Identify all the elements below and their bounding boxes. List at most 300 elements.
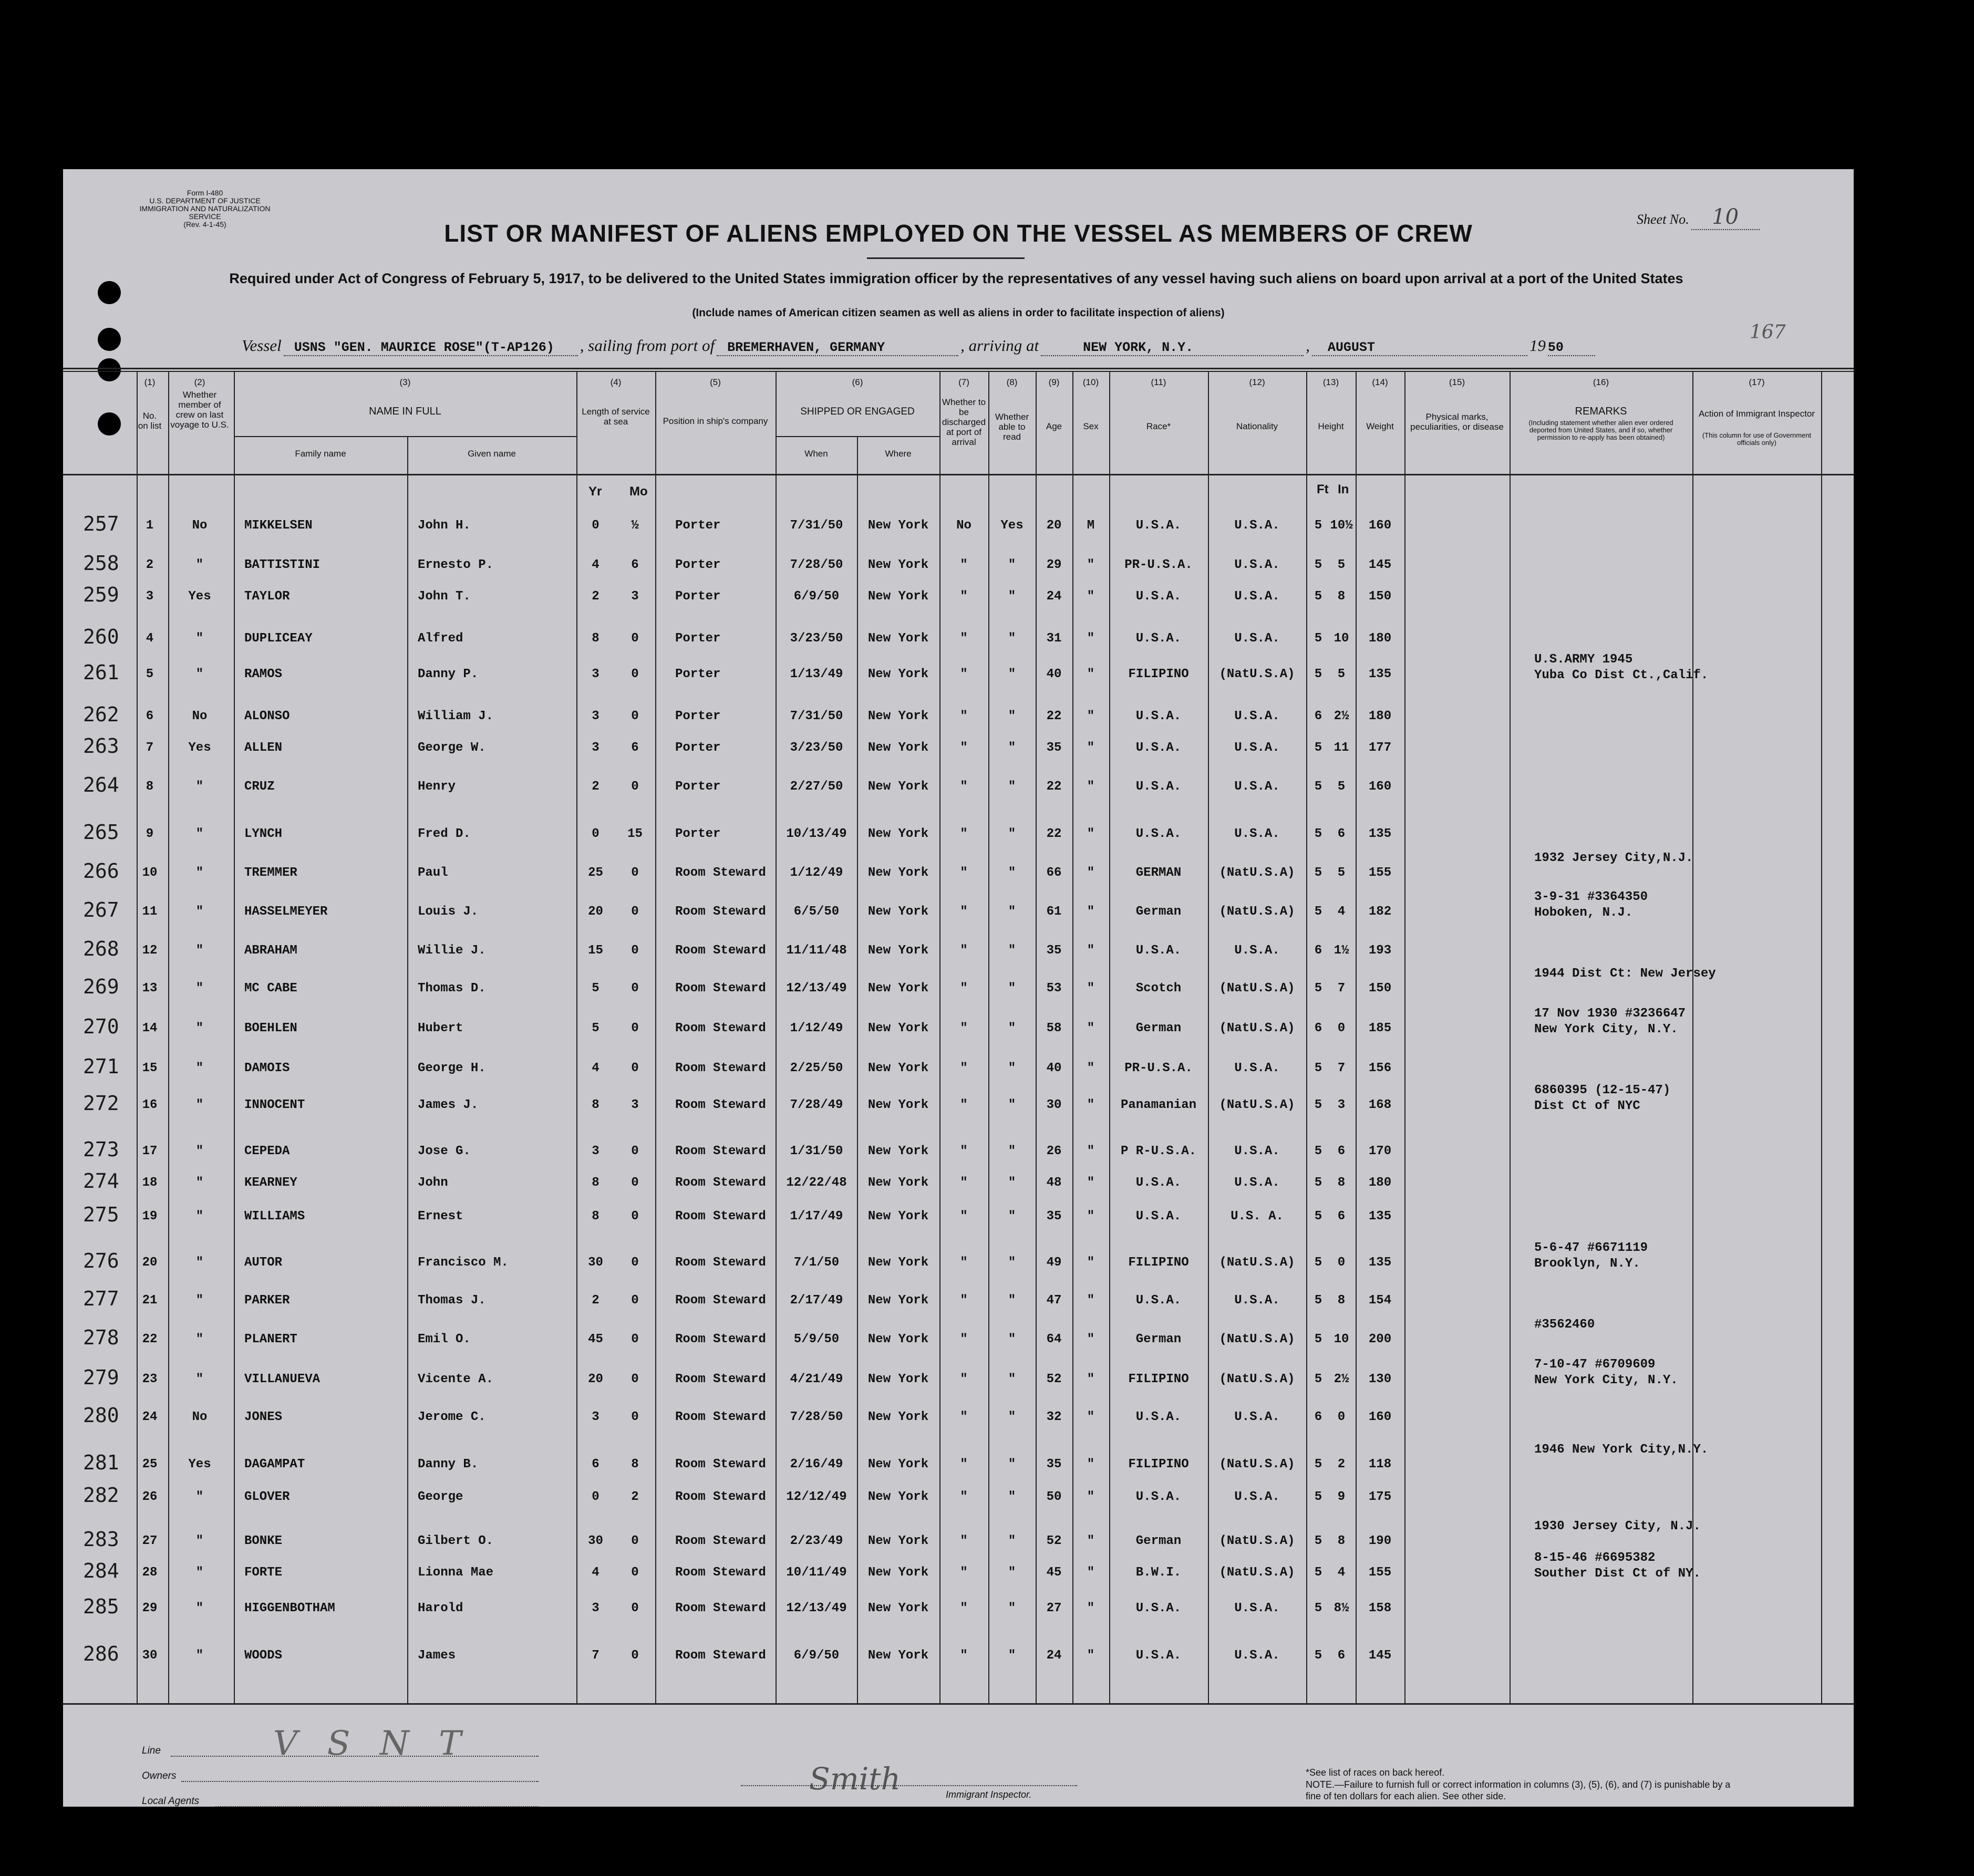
position: Room Steward bbox=[675, 1061, 766, 1075]
sheet-number-value: 10 bbox=[1691, 205, 1760, 230]
age: 49 bbox=[1046, 1256, 1062, 1270]
punch-hole bbox=[98, 412, 121, 436]
family-name: BATTISTINI bbox=[244, 558, 321, 572]
age: 53 bbox=[1046, 981, 1062, 996]
list-line-number: 266 bbox=[83, 859, 119, 883]
nationality: (NatU.S.A) bbox=[1219, 1372, 1295, 1386]
discharged: " bbox=[960, 866, 968, 880]
remarks-line-1: 1930 Jersey City, N.J. bbox=[1534, 1519, 1701, 1533]
service-months: 0 bbox=[631, 1293, 639, 1308]
list-line-number: 283 bbox=[83, 1528, 119, 1551]
colnum-14: (14) bbox=[1372, 377, 1388, 387]
last-voyage: " bbox=[195, 866, 204, 880]
given-name: Danny B. bbox=[418, 1457, 479, 1471]
race: U.S.A. bbox=[1135, 780, 1182, 794]
position: Room Steward bbox=[675, 1534, 766, 1548]
family-name: PARKER bbox=[244, 1293, 290, 1308]
height-inches: 9 bbox=[1337, 1490, 1346, 1504]
family-name: TREMMER bbox=[244, 866, 297, 880]
able-to-read: Yes bbox=[1000, 519, 1024, 533]
shipped-where: New York bbox=[867, 1410, 929, 1424]
age: 66 bbox=[1046, 866, 1062, 880]
height-feet: 5 bbox=[1314, 981, 1322, 996]
position: Room Steward bbox=[675, 1410, 766, 1424]
given-name: John bbox=[418, 1176, 448, 1190]
discharged: " bbox=[960, 1649, 968, 1663]
weight: 135 bbox=[1368, 667, 1392, 681]
discharged: " bbox=[960, 1209, 968, 1224]
colnum-4: (4) bbox=[610, 377, 622, 387]
race: PR-U.S.A. bbox=[1124, 558, 1193, 572]
row-number: 23 bbox=[142, 1372, 158, 1386]
shipped-when: 5/9/50 bbox=[793, 1332, 840, 1346]
shipped-where: New York bbox=[867, 827, 929, 841]
column-rule bbox=[234, 371, 235, 1703]
service-years: 2 bbox=[592, 1293, 600, 1308]
colnum-10: (10) bbox=[1082, 377, 1099, 387]
height-feet: 5 bbox=[1314, 1332, 1322, 1346]
given-name: Danny P. bbox=[418, 667, 479, 681]
race: U.S.A. bbox=[1135, 944, 1182, 958]
last-voyage: " bbox=[195, 981, 204, 996]
weight: 155 bbox=[1368, 866, 1392, 880]
able-to-read: " bbox=[1008, 1332, 1016, 1346]
sex: " bbox=[1087, 1601, 1095, 1615]
service-years: 8 bbox=[592, 1176, 600, 1190]
row-number: 9 bbox=[146, 827, 154, 841]
sex: " bbox=[1087, 1490, 1095, 1504]
nationality: U.S.A. bbox=[1234, 944, 1280, 958]
remarks-line-1: 1932 Jersey City,N.J. bbox=[1534, 851, 1693, 865]
service-months: 2 bbox=[631, 1490, 639, 1504]
weight: 177 bbox=[1368, 741, 1392, 755]
list-line-number: 271 bbox=[83, 1055, 119, 1078]
last-voyage: Yes bbox=[188, 1457, 211, 1471]
nationality: U.S.A. bbox=[1234, 709, 1280, 723]
race: FILIPINO bbox=[1128, 1457, 1189, 1471]
age: 45 bbox=[1046, 1566, 1062, 1580]
remarks-line-1: #3562460 bbox=[1534, 1318, 1595, 1332]
owners-label: Owners bbox=[142, 1770, 177, 1781]
row-number: 30 bbox=[142, 1649, 158, 1663]
nationality: U.S.A. bbox=[1234, 631, 1280, 646]
inspector-signature-line bbox=[741, 1785, 1077, 1786]
service: IMMIGRATION AND NATURALIZATION SERVICE bbox=[139, 204, 271, 221]
list-line-number: 262 bbox=[83, 703, 119, 726]
colnum-16: (16) bbox=[1593, 377, 1609, 387]
shipped-when: 6/9/50 bbox=[793, 1649, 840, 1663]
service-months: 0 bbox=[631, 1021, 639, 1035]
nationality: (NatU.S.A) bbox=[1219, 1332, 1295, 1346]
service-months: 6 bbox=[631, 741, 639, 755]
header-sex: Sex bbox=[1083, 421, 1099, 431]
height-feet: 6 bbox=[1314, 1410, 1322, 1424]
remarks-line-2: Brooklyn, N.Y. bbox=[1534, 1257, 1640, 1271]
height-inches: 8 bbox=[1337, 1534, 1346, 1548]
discharged: No bbox=[956, 519, 972, 533]
family-name: RAMOS bbox=[244, 667, 283, 681]
able-to-read: " bbox=[1008, 1061, 1016, 1075]
position: Room Steward bbox=[675, 905, 766, 919]
family-name: DAGAMPAT bbox=[244, 1457, 305, 1471]
shipped-where: New York bbox=[867, 944, 929, 958]
service-months: 15 bbox=[627, 827, 643, 841]
nationality: (NatU.S.A) bbox=[1219, 1566, 1295, 1580]
race: German bbox=[1135, 1534, 1182, 1548]
able-to-read: " bbox=[1008, 827, 1016, 841]
colnum-8: (8) bbox=[1006, 377, 1018, 387]
service-months: 0 bbox=[631, 1566, 639, 1580]
discharged: " bbox=[960, 558, 968, 572]
shipped-when: 1/31/50 bbox=[790, 1144, 843, 1158]
service-years: 25 bbox=[588, 866, 603, 880]
able-to-read: " bbox=[1008, 1256, 1016, 1270]
sex: " bbox=[1087, 1410, 1095, 1424]
colnum-15: (15) bbox=[1449, 377, 1465, 387]
height-feet: 5 bbox=[1314, 1209, 1322, 1224]
list-line-number: 258 bbox=[83, 552, 119, 575]
position: Porter bbox=[675, 519, 721, 533]
age: 35 bbox=[1046, 1209, 1062, 1224]
nationality: U.S.A. bbox=[1234, 741, 1280, 755]
age: 61 bbox=[1046, 905, 1062, 919]
column-rule bbox=[776, 371, 777, 1703]
height-inches: 10½ bbox=[1330, 519, 1353, 533]
family-name: ALLEN bbox=[244, 741, 283, 755]
header-remarks-note: (Including statement whether alien ever ordered deported from United States, and if so, whether permission to re-apply has been obtained) bbox=[1528, 419, 1673, 441]
shipped-where: New York bbox=[867, 1021, 929, 1035]
service-years: 2 bbox=[592, 780, 600, 794]
age: 52 bbox=[1046, 1372, 1062, 1386]
discharged: " bbox=[960, 1490, 968, 1504]
given-name: Fred D. bbox=[418, 827, 471, 841]
service-years: 15 bbox=[588, 944, 603, 958]
weight: 175 bbox=[1368, 1490, 1392, 1504]
age: 52 bbox=[1046, 1534, 1062, 1548]
race: U.S.A. bbox=[1135, 1601, 1182, 1615]
height-feet: 5 bbox=[1314, 519, 1322, 533]
service-years: 4 bbox=[592, 558, 600, 572]
row-number: 14 bbox=[142, 1021, 158, 1035]
weight: 145 bbox=[1368, 558, 1392, 572]
remarks-line-2: New York City, N.Y. bbox=[1534, 1022, 1678, 1037]
height-feet: 5 bbox=[1314, 1649, 1322, 1663]
remarks-line-1: 5-6-47 #6671119 bbox=[1534, 1241, 1648, 1255]
column-rule bbox=[1404, 371, 1405, 1703]
shipped-where: New York bbox=[867, 709, 929, 723]
race: U.S.A. bbox=[1135, 1490, 1182, 1504]
colnum-12: (12) bbox=[1249, 377, 1265, 387]
given-name: Louis J. bbox=[418, 905, 479, 919]
remarks-line-2: New York City, N.Y. bbox=[1534, 1373, 1678, 1387]
age: 35 bbox=[1046, 944, 1062, 958]
sex: " bbox=[1087, 741, 1095, 755]
list-line-number: 285 bbox=[83, 1595, 119, 1618]
family-name: BOEHLEN bbox=[244, 1021, 297, 1035]
sex: M bbox=[1087, 519, 1095, 533]
position: Porter bbox=[675, 741, 721, 755]
given-name: James bbox=[418, 1649, 456, 1663]
weight: 154 bbox=[1368, 1293, 1392, 1308]
able-to-read: " bbox=[1008, 1534, 1016, 1548]
remarks-line-2: Yuba Co Dist Ct.,Calif. bbox=[1534, 668, 1709, 682]
last-voyage: " bbox=[195, 1176, 204, 1190]
able-to-read: " bbox=[1008, 741, 1016, 755]
list-line-number: 265 bbox=[83, 821, 119, 844]
position: Porter bbox=[675, 631, 721, 646]
discharged: " bbox=[960, 981, 968, 996]
sex: " bbox=[1087, 981, 1095, 996]
family-name: ALONSO bbox=[244, 709, 290, 723]
service-months: 8 bbox=[631, 1457, 639, 1471]
sex: " bbox=[1087, 558, 1095, 572]
service-months: 0 bbox=[631, 1649, 639, 1663]
header-length-of-service: Length of service at sea bbox=[582, 407, 650, 427]
nationality: (NatU.S.A) bbox=[1219, 1534, 1295, 1548]
race: P R-U.S.A. bbox=[1120, 1144, 1197, 1158]
service-months: 0 bbox=[631, 866, 639, 880]
service-months: 0 bbox=[631, 1176, 639, 1190]
service-years: 3 bbox=[592, 1601, 600, 1615]
given-name: Harold bbox=[418, 1601, 463, 1615]
sex: " bbox=[1087, 1534, 1095, 1548]
list-line-number: 277 bbox=[83, 1287, 119, 1310]
sex: " bbox=[1087, 1566, 1095, 1580]
service-months: 6 bbox=[631, 558, 639, 572]
sex: " bbox=[1087, 944, 1095, 958]
nationality: (NatU.S.A) bbox=[1219, 1021, 1295, 1035]
discharged: " bbox=[960, 1601, 968, 1615]
row-number: 10 bbox=[142, 866, 158, 880]
colnum-9: (9) bbox=[1048, 377, 1060, 387]
nationality: U.S.A. bbox=[1234, 519, 1280, 533]
remarks-line-2: Dist Ct of NYC bbox=[1534, 1099, 1640, 1113]
colnum-3: (3) bbox=[399, 377, 411, 387]
title-rule bbox=[867, 257, 1025, 259]
race: Scotch bbox=[1135, 981, 1182, 996]
colnum-17: (17) bbox=[1749, 377, 1765, 387]
position: Room Steward bbox=[675, 1209, 766, 1224]
age: 50 bbox=[1046, 1490, 1062, 1504]
list-line-number: 263 bbox=[83, 734, 119, 758]
height-inches: 8½ bbox=[1334, 1601, 1349, 1615]
race: U.S.A. bbox=[1135, 1176, 1182, 1190]
height-feet: 5 bbox=[1314, 1534, 1322, 1548]
weight: 193 bbox=[1368, 944, 1392, 958]
shipped-when: 2/16/49 bbox=[790, 1457, 843, 1471]
height-feet: 5 bbox=[1314, 780, 1322, 794]
race: U.S.A. bbox=[1135, 1410, 1182, 1424]
arrival-year: 50 bbox=[1548, 340, 1595, 356]
header-age: Age bbox=[1046, 421, 1062, 431]
age: 22 bbox=[1046, 827, 1062, 841]
shipped-where: New York bbox=[867, 519, 929, 533]
height-inches: 0 bbox=[1337, 1410, 1346, 1424]
position: Porter bbox=[675, 558, 721, 572]
nationality: (NatU.S.A) bbox=[1219, 1256, 1295, 1270]
shipped-where: New York bbox=[867, 741, 929, 755]
last-voyage: " bbox=[195, 1332, 204, 1346]
list-line-number: 279 bbox=[83, 1366, 119, 1389]
height-feet: 6 bbox=[1314, 944, 1322, 958]
discharged: " bbox=[960, 1144, 968, 1158]
height-feet: 5 bbox=[1314, 1457, 1322, 1471]
height-inches: 5 bbox=[1337, 866, 1346, 880]
height-feet: 5 bbox=[1314, 1098, 1322, 1112]
sex: " bbox=[1087, 1332, 1095, 1346]
header-nationality: Nationality bbox=[1236, 421, 1278, 431]
sex: " bbox=[1087, 667, 1095, 681]
nationality: U.S.A. bbox=[1234, 827, 1280, 841]
family-name: MIKKELSEN bbox=[244, 519, 313, 533]
position: Room Steward bbox=[675, 1098, 766, 1112]
height-inches: 7 bbox=[1337, 1061, 1346, 1075]
height-feet: 6 bbox=[1314, 709, 1322, 723]
nationality: (NatU.S.A) bbox=[1219, 866, 1295, 880]
header-physical-marks: Physical marks, peculiarities, or disease bbox=[1410, 412, 1504, 432]
header-inspector-note: (This column for use of Government officials only) bbox=[1702, 431, 1812, 447]
able-to-read: " bbox=[1008, 1490, 1016, 1504]
nationality: U.S.A. bbox=[1234, 780, 1280, 794]
remarks-line-1: 1944 Dist Ct: New Jersey bbox=[1534, 967, 1716, 981]
vessel-name: USNS "GEN. MAURICE ROSE"(T-AP126) bbox=[284, 340, 578, 356]
list-line-number: 270 bbox=[83, 1015, 119, 1038]
race: U.S.A. bbox=[1135, 827, 1182, 841]
nationality: U.S.A. bbox=[1234, 1649, 1280, 1663]
discharged: " bbox=[960, 1293, 968, 1308]
race: FILIPINO bbox=[1128, 1256, 1189, 1270]
family-name: WILLIAMS bbox=[244, 1209, 305, 1224]
given-name: Gilbert O. bbox=[418, 1534, 494, 1548]
list-line-number: 259 bbox=[83, 583, 119, 606]
remarks-line-2: Souther Dist Ct of NY. bbox=[1534, 1567, 1701, 1581]
service-years: 4 bbox=[592, 1061, 600, 1075]
age: 30 bbox=[1046, 1098, 1062, 1112]
unit-feet: Ft bbox=[1317, 482, 1329, 496]
able-to-read: " bbox=[1008, 944, 1016, 958]
shipped-when: 3/23/50 bbox=[790, 631, 843, 646]
height-inches: 4 bbox=[1337, 1566, 1346, 1580]
weight: 190 bbox=[1368, 1534, 1392, 1548]
height-inches: 5 bbox=[1337, 558, 1346, 572]
row-number: 12 bbox=[142, 944, 158, 958]
height-feet: 6 bbox=[1314, 1021, 1322, 1035]
service-months: 0 bbox=[631, 944, 639, 958]
height-feet: 5 bbox=[1314, 1256, 1322, 1270]
age: 24 bbox=[1046, 1649, 1062, 1663]
row-number: 7 bbox=[146, 741, 154, 755]
shipped-where: New York bbox=[867, 981, 929, 996]
given-name: Francisco M. bbox=[418, 1256, 509, 1270]
family-name: HIGGENBOTHAM bbox=[244, 1601, 335, 1615]
given-name: George bbox=[418, 1490, 463, 1504]
sex: " bbox=[1087, 1098, 1095, 1112]
position: Room Steward bbox=[675, 1332, 766, 1346]
colnum-5: (5) bbox=[710, 377, 721, 387]
shipped-when: 7/31/50 bbox=[790, 709, 843, 723]
name-subrule bbox=[234, 436, 576, 437]
last-voyage: " bbox=[195, 1209, 204, 1224]
nationality: U.S.A. bbox=[1234, 589, 1280, 604]
height-inches: 6 bbox=[1337, 827, 1346, 841]
position: Porter bbox=[675, 709, 721, 723]
height-inches: 5 bbox=[1337, 667, 1346, 681]
shipped-where: New York bbox=[867, 1332, 929, 1346]
age: 40 bbox=[1046, 667, 1062, 681]
last-voyage: No bbox=[192, 1410, 208, 1424]
race: German bbox=[1135, 1021, 1182, 1035]
age: 47 bbox=[1046, 1293, 1062, 1308]
age: 22 bbox=[1046, 709, 1062, 723]
discharged: " bbox=[960, 631, 968, 646]
sheet-number-label: Sheet No. bbox=[1637, 212, 1689, 227]
height-inches: 10 bbox=[1334, 1332, 1349, 1346]
last-voyage: " bbox=[195, 827, 204, 841]
row-number: 20 bbox=[142, 1256, 158, 1270]
shipped-where: New York bbox=[867, 1209, 929, 1224]
sex: " bbox=[1087, 1021, 1095, 1035]
last-voyage: " bbox=[195, 1293, 204, 1308]
column-rule bbox=[407, 436, 408, 1703]
header-discharged: Whether to be discharged at port of arrival bbox=[942, 397, 986, 447]
service-years: 30 bbox=[588, 1256, 603, 1270]
row-number: 17 bbox=[142, 1144, 158, 1158]
revision: (Rev. 4-1-45) bbox=[183, 220, 226, 229]
row-number: 6 bbox=[146, 709, 154, 723]
given-name: Jose G. bbox=[418, 1144, 471, 1158]
column-rule bbox=[1692, 371, 1693, 1703]
list-line-number: 274 bbox=[83, 1169, 119, 1193]
colnum-2: (2) bbox=[194, 377, 205, 387]
age: 40 bbox=[1046, 1061, 1062, 1075]
family-name: HASSELMEYER bbox=[244, 905, 328, 919]
position: Porter bbox=[675, 827, 721, 841]
vessel-line: Vessel USNS "GEN. MAURICE ROSE"(T-AP126) , sailing from port of BREMERHAVEN, GERMANY , arriving at NEW YORK, N.Y. , AUGUST 19 50 bbox=[242, 336, 1765, 357]
unit-inches: In bbox=[1338, 482, 1349, 496]
height-feet: 5 bbox=[1314, 1601, 1322, 1615]
able-to-read: " bbox=[1008, 866, 1016, 880]
inspector-signature: Smith bbox=[809, 1761, 901, 1797]
shipped-where: New York bbox=[867, 1601, 929, 1615]
nationality: (NatU.S.A) bbox=[1219, 1098, 1295, 1112]
shipped-where: New York bbox=[867, 866, 929, 880]
weight: 145 bbox=[1368, 1649, 1392, 1663]
row-number: 5 bbox=[146, 667, 154, 681]
able-to-read: " bbox=[1008, 1372, 1016, 1386]
last-voyage: " bbox=[195, 780, 204, 794]
race: U.S.A. bbox=[1135, 741, 1182, 755]
given-name: Thomas D. bbox=[418, 981, 486, 996]
remarks-line-1: U.S.ARMY 1945 bbox=[1534, 652, 1633, 667]
weight: 180 bbox=[1368, 1176, 1392, 1190]
nationality: U.S. A. bbox=[1231, 1209, 1284, 1224]
weight: 180 bbox=[1368, 709, 1392, 723]
remarks-line-1: 7-10-47 #6709609 bbox=[1534, 1357, 1656, 1372]
shipped-when: 6/9/50 bbox=[793, 589, 840, 604]
height-feet: 5 bbox=[1314, 827, 1322, 841]
sex: " bbox=[1087, 1209, 1095, 1224]
position: Room Steward bbox=[675, 1601, 766, 1615]
shipped-where: New York bbox=[867, 1566, 929, 1580]
height-inches: 8 bbox=[1337, 1293, 1346, 1308]
row-number: 29 bbox=[142, 1601, 158, 1615]
service-months: 0 bbox=[631, 1332, 639, 1346]
given-name: Hubert bbox=[418, 1021, 463, 1035]
family-name: CEPEDA bbox=[244, 1144, 290, 1158]
service-years: 45 bbox=[588, 1332, 603, 1346]
weight: 135 bbox=[1368, 827, 1392, 841]
sex: " bbox=[1087, 866, 1095, 880]
